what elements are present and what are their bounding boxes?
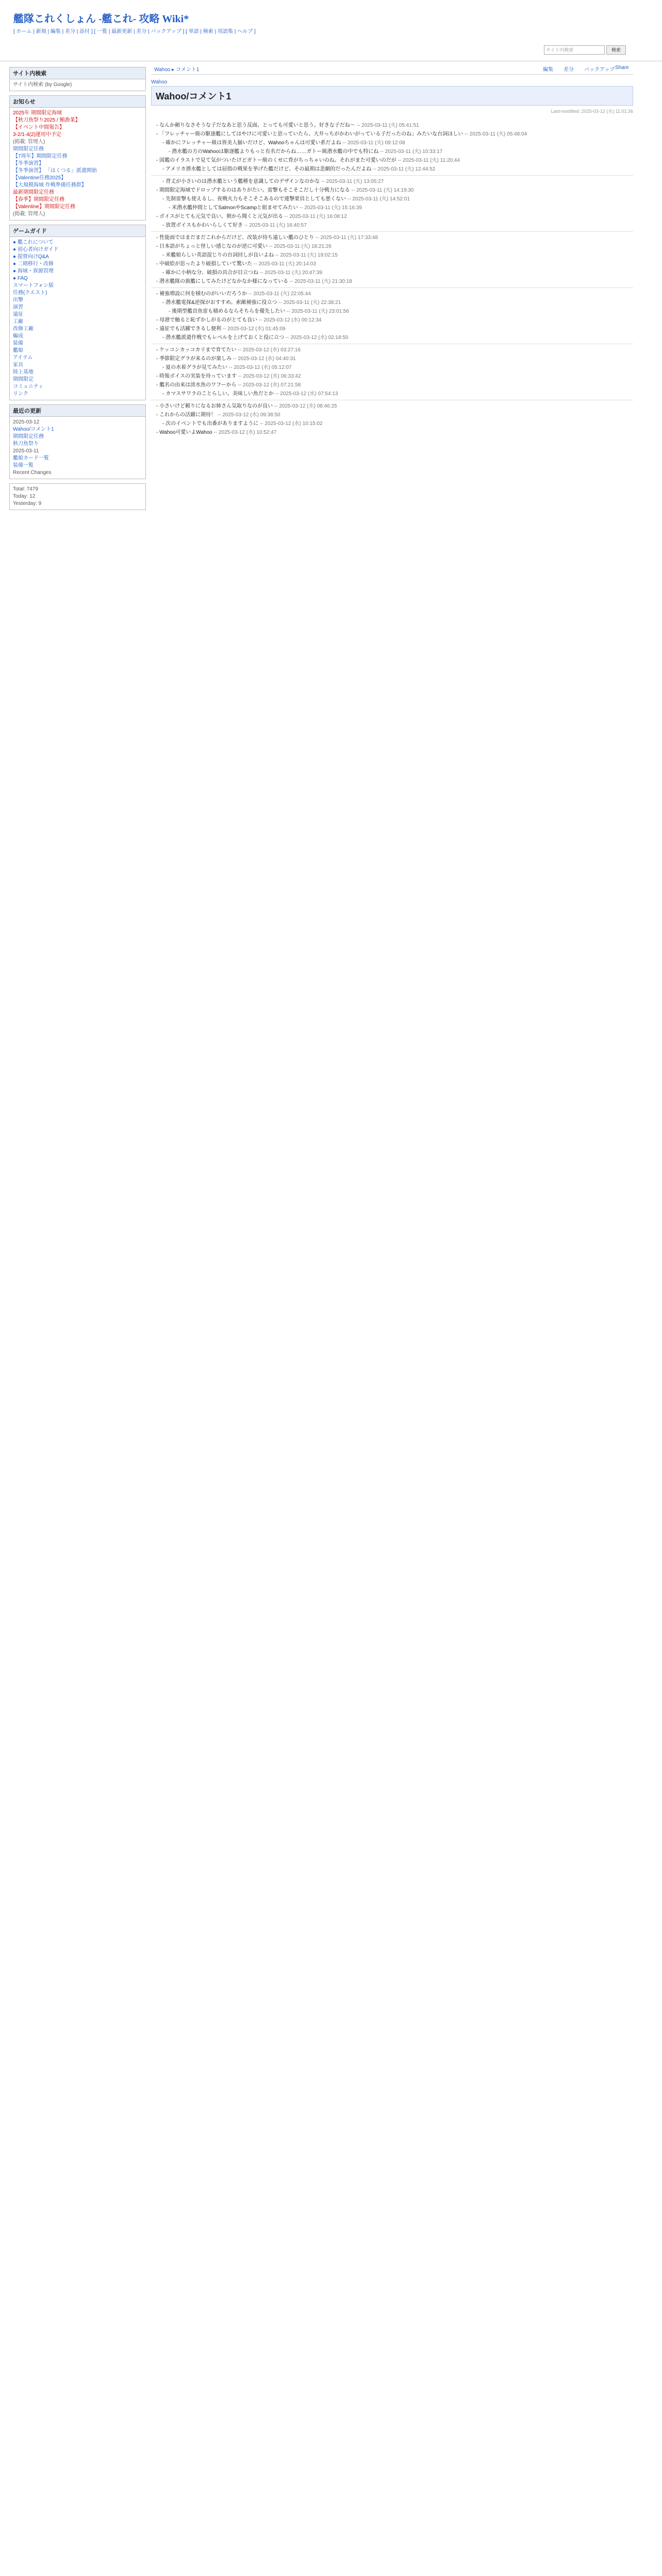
comment	[151, 260, 633, 268]
comment	[151, 372, 633, 380]
sidebar-item[interactable]: ● FAQ	[13, 276, 28, 281]
page-toolbar	[151, 63, 633, 75]
comment-date: -- 2025-03-11 (火) 22:38:21	[278, 300, 341, 306]
comment-text: - 先制雷撃も使えるし、夜戦火力もそこそこあるので連撃要員としても悪くない	[162, 196, 346, 202]
search-button[interactable]: 検索	[606, 45, 626, 55]
comment	[151, 420, 633, 428]
comment-date: -- 2025-03-11 (火) 14:52:01	[347, 196, 410, 202]
edit-link[interactable]: 編集	[543, 67, 553, 73]
comment-text: - 確かに小柄な分、破損の具合が目立つね	[162, 270, 259, 276]
comment-date: -- 2025-03-11 (火) 19:02:15	[275, 252, 338, 258]
page-title: Wahoo/コメント1	[151, 86, 633, 106]
comment-text: - 期間限定海域でドロップするのはありがたい。雷撃もそこそこだし十分戦力になる	[156, 188, 350, 193]
comment-text: - ボイスがとても元気で良い。朝から聞くと元気が出る	[156, 214, 284, 219]
comment	[151, 290, 633, 298]
comment	[151, 213, 633, 221]
sidebar-item[interactable]: 任務(クエスト)	[13, 290, 47, 296]
comment-text: - アメリカ潜水艦としては屈指の戦果を挙げた艦だけど、その最期は悲劇的だったんだよね	[162, 166, 372, 172]
comment	[151, 195, 633, 203]
sidebar-item[interactable]: ● 初心者向けガイド	[13, 247, 59, 252]
comment-date: -- 2025-03-11 (火) 14:19:30	[351, 188, 414, 193]
sidebar-item[interactable]: ● 海域・資源管理	[13, 268, 54, 274]
comment-date: -- 2025-03-12 (水) 06:33:42	[238, 374, 301, 379]
comment-text: - 米潜水艦仲間としてSalmonやScampと組ませてみたい	[169, 205, 299, 211]
comment-date: -- 2025-03-11 (火) 17:33:48	[315, 235, 378, 241]
comment-date: -- 2025-03-12 (水) 05:12:07	[228, 365, 292, 370]
sidebar	[9, 67, 146, 514]
comment	[151, 299, 633, 307]
divider	[151, 287, 633, 288]
sidebar-item[interactable]: 演習	[13, 304, 23, 310]
comment-date: -- 2025-03-11 (火) 10:33:17	[380, 149, 443, 155]
sidebar-box-title: 最近の更新	[10, 405, 145, 417]
comment	[151, 402, 633, 410]
sidebar-box	[9, 404, 146, 479]
sidebar-item[interactable]: 【Valentine】期間限定任務	[13, 204, 75, 210]
comment	[151, 157, 633, 164]
counter-today: Today: 12	[13, 494, 36, 499]
comment-date: -- 2025-03-11 (火) 15:16:39	[299, 205, 362, 211]
share-link[interactable]: Share	[615, 65, 629, 71]
comment-text: - 夏の水着グラが見てみたい	[162, 365, 228, 370]
comment-date: -- 2025-03-11 (火) 20:14:03	[253, 261, 316, 267]
sidebar-item[interactable]: ● 提督向けQ&A	[13, 254, 49, 260]
comment	[151, 251, 633, 259]
comment	[151, 130, 633, 138]
comment	[151, 148, 633, 156]
comment-text: - 中破絵が思ったより破損していて驚いた	[156, 261, 253, 267]
comment-text: - 性能面ではまだまだこれからだけど、改装が待ち遠しい艦のひとり	[156, 235, 315, 241]
comment	[151, 222, 633, 229]
divider	[151, 231, 633, 232]
comment	[151, 278, 633, 285]
comment-text: - 潜水艦の方のWahooは駆逐艦よりもっと有名だからね……ガトー級潜水艦の中でも特にね	[169, 149, 379, 155]
search-input[interactable]: サイト内検索	[544, 45, 605, 55]
comment-text: - 補強増設に何を積むのがいいだろうか	[156, 291, 247, 297]
sidebar-item[interactable]: ● 艦これについて	[13, 240, 54, 245]
sidebar-item[interactable]: 装備	[13, 341, 23, 346]
comment	[151, 204, 633, 212]
sidebar-item: (掲載: 管理人)	[13, 211, 45, 217]
comment	[151, 165, 633, 173]
comment-text: - Wahoo可愛いよWahoo	[156, 430, 212, 435]
sidebar-item[interactable]: 【冬季演習】 「はくつる」派遣開始	[13, 168, 97, 174]
comment-date: -- 2025-03-12 (水) 10:52:47	[213, 430, 277, 435]
section-link[interactable]: Wahoo	[151, 79, 168, 85]
comment	[151, 355, 633, 363]
sidebar-item: (掲載: 管理人)	[13, 139, 45, 145]
sidebar-item[interactable]: 艦娘	[13, 348, 23, 353]
comment-text: - 遠征でも活躍できるし便利	[156, 326, 222, 332]
sidebar-item: 2025-03-11	[13, 448, 39, 454]
comment-text: - 後期型艦首魚雷も積めるならそちらを優先したい	[169, 309, 286, 314]
comment	[151, 187, 633, 194]
sidebar-item[interactable]: 【Valentine任務2025】	[13, 175, 67, 181]
comment	[151, 381, 633, 389]
sidebar-box-title: ゲームガイド	[10, 225, 145, 237]
comment-text: - 「フレッチャー級の駆逐艦にしてはやけに可愛いと思っていたら、大井っちがかわいがっている子だったのね」みたいな台詞ほしい	[156, 131, 464, 137]
comment-text: - 時報ボイスの実装を待っています	[156, 374, 237, 379]
comment	[151, 429, 633, 436]
comment-date: -- 2025-03-12 (水) 09:38:50	[217, 412, 280, 418]
sidebar-item[interactable]: 3-2/1-4(2)運用中予定	[13, 132, 61, 138]
sidebar-box-title: お知らせ	[10, 96, 145, 108]
main-content	[151, 76, 633, 437]
comment	[151, 234, 633, 242]
sidebar-item[interactable]: 出撃	[13, 297, 23, 303]
sidebar-item[interactable]: 【7周年】期間限定任務	[13, 154, 68, 159]
sidebar-item[interactable]: 【秋刀魚祭り2025 / 鮪漁業】	[13, 117, 80, 123]
comment	[151, 139, 633, 147]
sidebar-item[interactable]: アイテム	[13, 355, 33, 361]
comment-date: -- 2025-03-11 (火) 11:20:44	[398, 158, 460, 163]
comment-text: - 日本語がちょっと怪しい感じなのが逆に可愛い	[156, 244, 268, 249]
sidebar-item: 2025-03-12	[13, 419, 40, 425]
comment-date: -- 2025-03-12 (水) 10:15:02	[259, 421, 323, 427]
comment-date: -- 2025-03-11 (火) 09:12:08	[342, 140, 405, 146]
sidebar-item[interactable]: リンク	[13, 391, 28, 397]
sidebar-item[interactable]: 陸上基地	[13, 369, 34, 375]
top-menu[interactable]: [ ホーム | 新規 | 編集 | 差分 | 添付 ] [ 一覧 | 最新更新 | 差分 | バックアップ ] [ 単語 | 検索 | 用語集 | ヘルプ ]	[13, 29, 256, 35]
access-counter	[9, 483, 146, 510]
comment-text: - 次のイベントでも出番がありますように	[162, 421, 259, 427]
comment-date: -- 2025-03-12 (水) 07:54:13	[275, 391, 338, 397]
comment	[151, 243, 633, 250]
comment	[151, 178, 633, 185]
sidebar-item: サイト内検索 (by Google)	[13, 82, 72, 88]
comment-date: -- 2025-03-12 (水) 08:46:25	[274, 403, 337, 409]
comment-date: -- 2025-03-11 (火) 12:44:52	[373, 166, 436, 172]
comment-text: - これからの活躍に期待！	[156, 412, 217, 418]
comment-text: - 潜水艦隊の旗艦にしてみたけどなかなか様になっている	[156, 279, 289, 284]
comment-date: -- 2025-03-11 (火) 16:08:12	[284, 214, 347, 219]
comment-text: - 放置ボイスもかわいらしくて好き	[162, 223, 243, 228]
comment-list	[151, 122, 633, 436]
comment	[151, 411, 633, 419]
last-modified: Last-modified: 2025-03-12 (水) 11:01:36	[551, 109, 633, 114]
comment	[151, 316, 633, 324]
comment-text: - カマスサワラのことらしい。美味しい魚だとか	[162, 391, 274, 397]
comment	[151, 390, 633, 398]
comment	[151, 334, 633, 342]
comment-text: - 確かにフレッチャー級は皆美人揃いだけど、Wahooちゃんは可愛い系だよね	[162, 140, 341, 146]
sidebar-item[interactable]: 【大規模海域 作戦準備任務群】	[13, 182, 87, 188]
sidebar-item[interactable]: Wahoo/コメント1	[13, 427, 54, 432]
comment-text: - ケッコンカッコカリまで育てたい	[156, 347, 237, 353]
comment-text: - 小さいけど頼りになるお姉さん気取りなのが良い	[156, 403, 273, 409]
sidebar-item[interactable]: 2025年 期間限定海域	[13, 110, 62, 116]
comment-date: -- 2025-03-11 (火) 18:21:26	[269, 244, 332, 249]
sidebar-item[interactable]: 家具	[13, 362, 23, 368]
sidebar-box	[9, 67, 146, 91]
sidebar-item[interactable]: 艦娘カード一覧	[13, 455, 49, 461]
comment-text: - 潜水艦派遣作戦でもレベルを上げておくと役に立つ	[162, 335, 285, 341]
sidebar-item[interactable]: 装備一覧	[13, 463, 34, 468]
counter-yesterday: Yesterday: 9	[13, 501, 42, 506]
divider	[151, 175, 633, 176]
comment-date: -- 2025-03-11 (火) 13:05:27	[321, 179, 384, 184]
comment-date: -- 2025-03-12 (水) 04:40:31	[233, 356, 296, 362]
comment-text: - なんか頼りなさそうな子だなあと思う反面、とっても可愛いと思う。好きな子だね〜	[156, 123, 355, 128]
sidebar-item[interactable]: 最新期間限定任務	[13, 190, 54, 195]
sidebar-item[interactable]: スマートフォン版	[13, 283, 54, 289]
sidebar-item[interactable]: 期間限定任務	[13, 146, 44, 152]
comment-date: -- 2025-03-11 (火) 05:48:04	[465, 131, 527, 137]
comment-date: -- 2025-03-12 (水) 02:18:50	[285, 335, 349, 341]
sidebar-item[interactable]: 【冬季演習】	[13, 161, 44, 166]
sidebar-item[interactable]: 編成	[13, 333, 23, 339]
comment	[151, 269, 633, 277]
comment-date: -- 2025-03-11 (火) 23:01:56	[286, 309, 349, 314]
sidebar-item[interactable]: 【春季】期間限定任務	[13, 197, 64, 202]
comment-date: -- 2025-03-11 (火) 20:47:39	[259, 270, 322, 276]
comment-text: - 母港で触ると恥ずかしがるのがとても良い	[156, 317, 258, 323]
comment-date: -- 2025-03-12 (水) 00:12:34	[258, 317, 322, 323]
comment-text: - 図鑑のイラストで見て気がついたけどガトー級のくせに背がちっちゃいのね。それがまた可愛いのだが	[156, 158, 396, 163]
counter-total: Total: 7479	[13, 486, 38, 492]
sidebar-item[interactable]: 期間限定	[13, 377, 34, 382]
comment	[151, 346, 633, 354]
comment-text: - 米艦娘らしい英語混じりの台詞回しが良いよね	[162, 252, 274, 258]
breadcrumb[interactable]: Wahoo ▸ コメント1	[154, 67, 200, 73]
comment-text: - 艦名の由来は淡水魚のワフーから	[156, 382, 237, 388]
comment-date: -- 2025-03-11 (火) 05:41:51	[356, 123, 419, 128]
sidebar-item[interactable]: 秋刀魚祭り	[13, 441, 39, 447]
comment-date: -- 2025-03-12 (水) 03:27:16	[238, 347, 301, 353]
site-title[interactable]: 艦隊これくしょん -艦これ- 攻略 Wiki*	[13, 13, 189, 25]
backup-link[interactable]: バックアップ	[584, 67, 615, 73]
comment	[151, 308, 633, 315]
diff-link[interactable]: 差分	[564, 67, 574, 73]
comment	[151, 364, 633, 371]
sidebar-item[interactable]: ● 二期移行・改修	[13, 261, 54, 267]
sidebar-item: Recent Changes	[13, 470, 52, 476]
sidebar-box-title: サイト内検索	[10, 67, 145, 79]
comment-date: -- 2025-03-12 (水) 07:21:58	[238, 382, 301, 388]
comment-text: - 潜水艦電探&逆探がおすすめ。索敵補強に役立つ	[162, 300, 277, 306]
sidebar-item[interactable]: 工廠	[13, 319, 23, 325]
site-header	[0, 0, 662, 61]
sidebar-box	[9, 95, 146, 221]
comment-text: - 季節限定グラが来るのが楽しみ	[156, 356, 232, 362]
sidebar-item[interactable]: 期間限定任務	[13, 434, 44, 439]
comment	[151, 122, 633, 129]
sidebar-item[interactable]: 改修工廠	[13, 326, 34, 332]
comment-text: - 背丈が小さいのは潜水艦という艦種を意識してのデザインなのかな	[162, 179, 320, 184]
comment-date: -- 2025-03-12 (水) 01:45:09	[222, 326, 286, 332]
sidebar-item[interactable]: コミュニティ	[13, 384, 43, 389]
comment	[151, 325, 633, 333]
sidebar-box	[9, 225, 146, 400]
sidebar-item[interactable]: 遠征	[13, 312, 23, 317]
comment-date: -- 2025-03-11 (火) 16:40:57	[244, 223, 307, 228]
comment-date: -- 2025-03-11 (火) 22:05:44	[248, 291, 311, 297]
comment-date: -- 2025-03-11 (火) 21:30:18	[289, 279, 352, 284]
sidebar-item[interactable]: 【イベント中間報告】	[13, 125, 64, 130]
